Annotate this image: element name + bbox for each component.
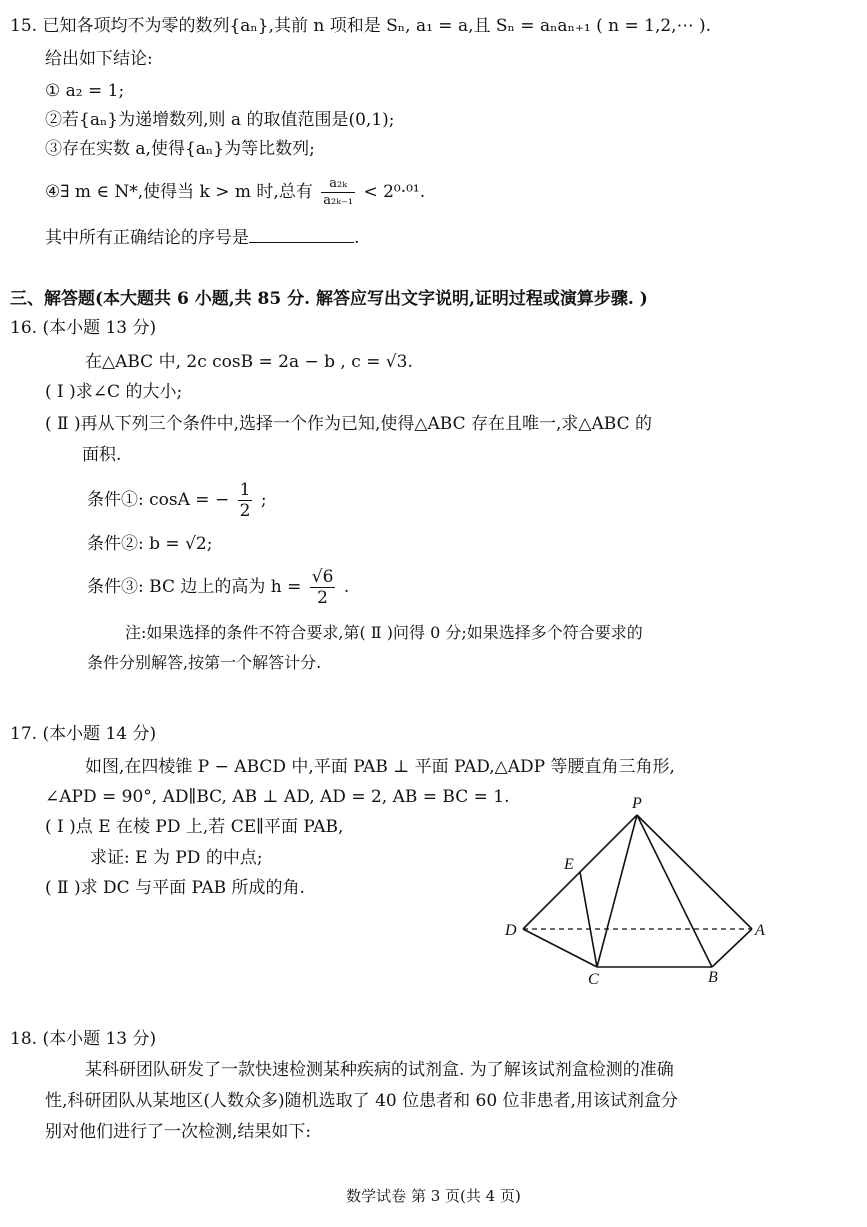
label-A: A xyxy=(755,922,765,939)
q15-ask: 其中所有正确结论的序号是 xyxy=(45,228,249,248)
q16-c1-fraction xyxy=(238,480,253,521)
edge-DC xyxy=(523,929,597,967)
q18-line-3: 别对他们进行了一次检测,结果如下: xyxy=(45,1122,312,1142)
q15-c4-fraction xyxy=(321,176,355,209)
q16-c3-fraction xyxy=(310,567,336,608)
q16-points: (本小题 13 分) xyxy=(42,318,157,338)
q15-c4-suffix: < 2⁰·⁰¹. xyxy=(363,182,426,202)
q16-part-1: ( Ⅰ )求∠C 的大小; xyxy=(45,382,183,402)
pyramid-figure xyxy=(500,793,780,993)
q17-part-1: ( Ⅰ )点 E 在棱 PD 上,若 CE∥平面 PAB, xyxy=(45,817,344,837)
edge-BA xyxy=(712,929,752,967)
edge-PB xyxy=(637,815,712,967)
q16-c1-numerator: 1 xyxy=(239,480,251,500)
label-P: P xyxy=(632,795,642,812)
q16-c3-prefix: 条件③: BC 边上的高为 h = xyxy=(87,577,302,597)
q16-part-2: ( Ⅱ )再从下列三个条件中,选择一个作为已知,使得△ABC 存在且唯一,求△ABC 的 xyxy=(45,414,652,434)
q16-c3-numerator: √6 xyxy=(311,567,334,587)
edge-PC xyxy=(597,815,637,967)
q18-number: 18. xyxy=(10,1029,38,1049)
q16-part-2-cont: 面积. xyxy=(82,445,122,465)
q17-header xyxy=(10,722,156,746)
q15-ask-line: 其中所有正确结论的序号是 . xyxy=(45,228,360,248)
q15-conclusion-1: ① a₂ = 1; xyxy=(45,81,125,101)
q15-stem-line xyxy=(10,14,711,38)
label-E: E xyxy=(564,856,574,873)
q17-part-2: ( Ⅱ )求 DC 与平面 PAB 所成的角. xyxy=(45,878,305,898)
q15-conclusion-4 xyxy=(45,172,425,212)
q16-condition-1 xyxy=(87,478,267,522)
label-C: C xyxy=(588,971,599,988)
q15-given: 给出如下结论: xyxy=(45,49,153,69)
q16-note-line-1: 注:如果选择的条件不符合要求,第( Ⅱ )问得 0 分;如果选择多个符合要求的 xyxy=(125,623,643,642)
q15-c4-numerator: a₂ₖ xyxy=(321,176,355,193)
q15-c4-denominator: a₂ₖ₋₁ xyxy=(323,193,354,208)
q16-stem: 在△ABC 中, 2c cosB = 2a − b , c = √3. xyxy=(85,352,413,372)
q16-condition-2: 条件②: b = √2; xyxy=(87,534,213,554)
q16-c1-suffix: ; xyxy=(260,490,267,510)
label-D: D xyxy=(505,922,517,939)
q17-part-1-cont: 求证: E 为 PD 的中点; xyxy=(90,848,263,868)
q15-conclusion-2: ②若{aₙ}为递增数列,则 a 的取值范围是(0,1); xyxy=(45,110,395,130)
q16-c1-denominator: 2 xyxy=(239,501,251,521)
q18-header xyxy=(10,1027,156,1051)
q16-c3-denominator: 2 xyxy=(317,588,328,608)
q15-number: 15. xyxy=(10,16,38,36)
answer-blank xyxy=(249,226,354,243)
q17-points: (本小题 14 分) xyxy=(42,724,157,744)
q16-number: 16. xyxy=(10,318,38,338)
page-footer: 数学试卷 第 3 页(共 4 页) xyxy=(346,1187,521,1205)
q15-conclusion-3: ③存在实数 a,使得{aₙ}为等比数列; xyxy=(45,139,315,159)
q18-line-1: 某科研团队研发了一款快速检测某种疾病的试剂盒. 为了解该试剂盒检测的准确 xyxy=(85,1060,674,1080)
q16-c1-prefix: 条件①: cosA = − xyxy=(87,490,230,510)
q17-number: 17. xyxy=(10,724,38,744)
q16-header xyxy=(10,316,156,340)
q16-condition-3 xyxy=(87,565,349,609)
edge-PA xyxy=(637,815,752,929)
q17-line-2: ∠APD = 90°, AD∥BC, AB ⊥ AD, AD = 2, AB = BC = 1. xyxy=(45,787,510,807)
q16-note-line-2: 条件分别解答,按第一个解答计分. xyxy=(87,653,322,672)
q15-c4-prefix: ④∃ m ∈ N*,使得当 k > m 时,总有 xyxy=(45,182,313,202)
q15-stem: 已知各项均不为零的数列{aₙ},其前 n 项和是 Sₙ, a₁ = a,且 Sₙ = aₙaₙ₊₁ ( n = 1,2,⋯ ). xyxy=(42,16,712,36)
label-B: B xyxy=(708,969,718,986)
q17-line-1: 如图,在四棱锥 P − ABCD 中,平面 PAB ⊥ 平面 PAD,△ADP 等腰直角三角形, xyxy=(85,757,675,777)
q18-points: (本小题 13 分) xyxy=(42,1029,157,1049)
q18-line-2: 性,科研团队从某地区(人数众多)随机选取了 40 位患者和 60 位非患者,用该试剂盒分 xyxy=(45,1091,678,1111)
segment-EC xyxy=(580,872,597,967)
section-3-heading: 三、解答题(本大题共 6 小题,共 85 分. 解答应写出文字说明,证明过程或演算步骤. ) xyxy=(10,289,648,309)
q16-c3-suffix: . xyxy=(343,577,350,597)
